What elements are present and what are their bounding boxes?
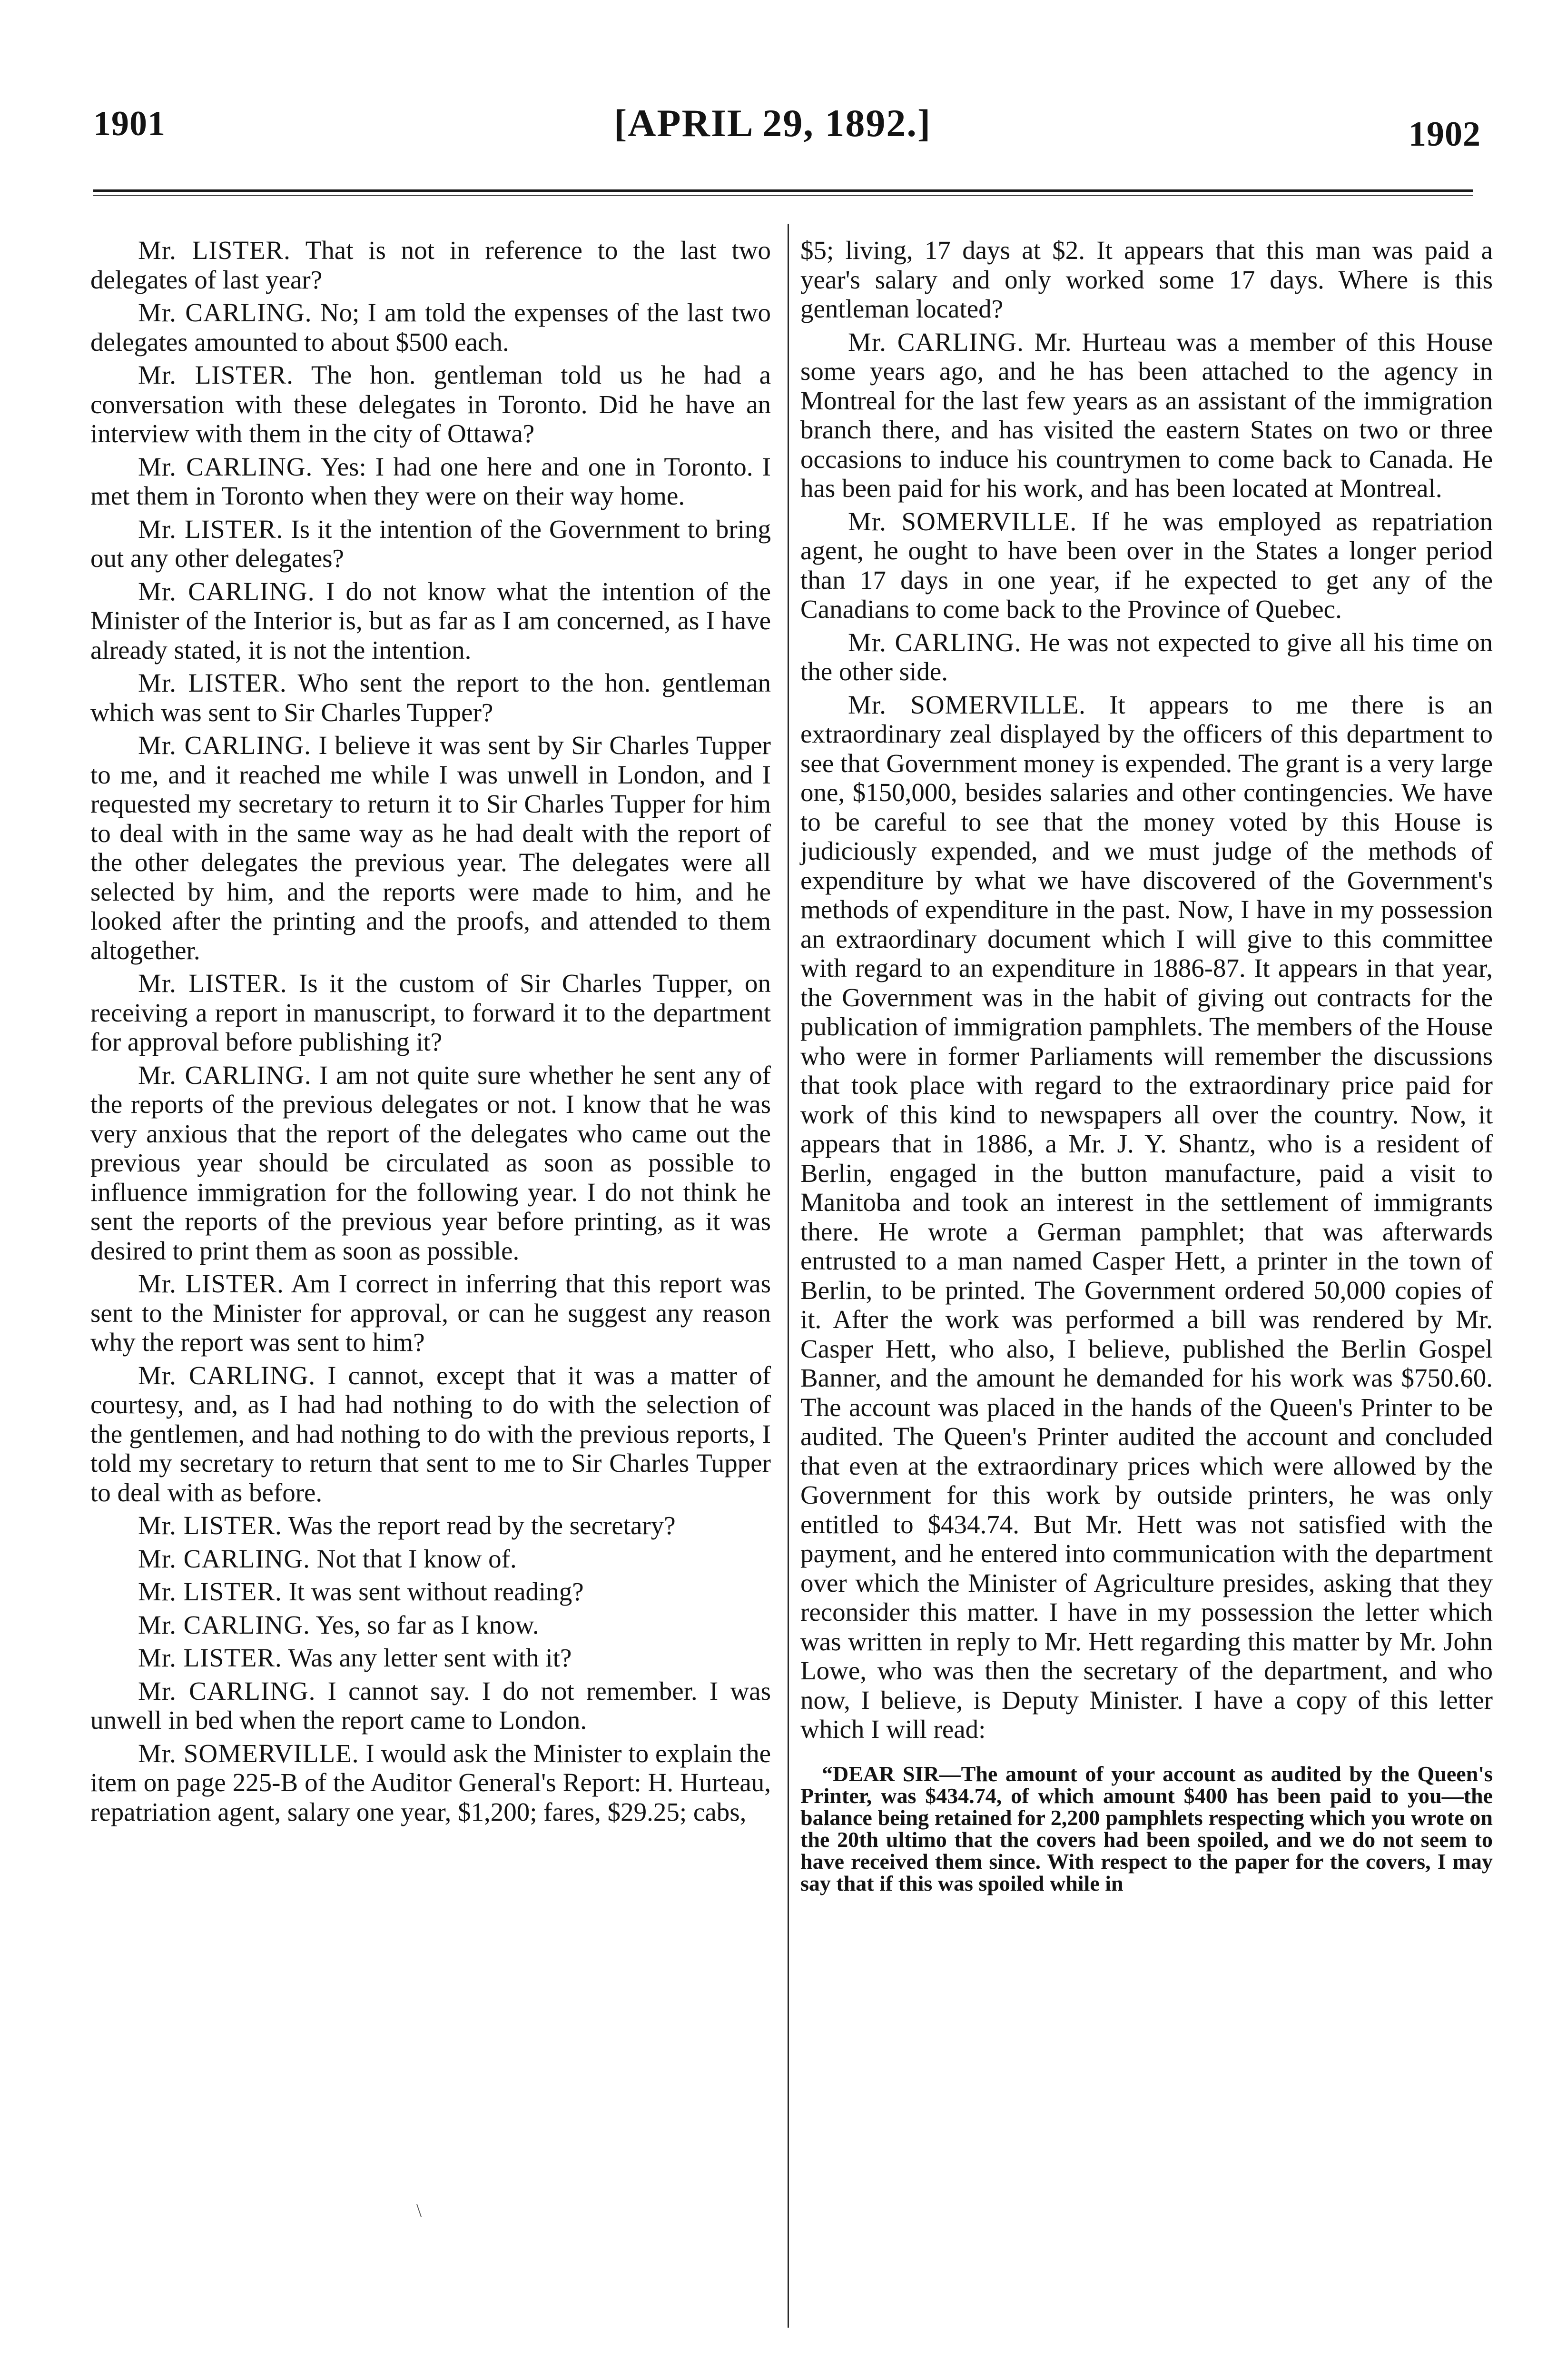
- speech-text: I cannot, except that it was a matter of courtesy, and, as I had had nothing to do with the selection of the gentlemen, and had nothing to do with the previous reports, I told my secretary to return that sent to me to Sir Charles Tupper to deal with as before.: [90, 1360, 771, 1507]
- speaker-name: Mr. LISTER.: [138, 1577, 282, 1606]
- paragraph: [90, 1269, 771, 1357]
- speech-text: Yes: I had one here and one in Toronto. I met them in Toronto when they were on their way home.: [90, 452, 771, 510]
- paragraph: [800, 507, 1493, 624]
- speaker-name: Mr. SOMERVILLE.: [848, 506, 1077, 536]
- speech-text: Not that I know of.: [316, 1544, 517, 1573]
- column-divider: [788, 224, 789, 2328]
- speech-text: It appears to me there is an extraordinary zeal displayed by the officers of this department to see that Government money is expended. The grant is a very large one, $150,000, besides salaries and other contingencies. We have to be careful to see that the money voted by this House is judiciously expended, and we must judge of the methods of expenditure by what we have discovered of the Government's methods of expenditure in the past. Now, I have in my possession an extraordinary document which I will give to this committee with regard to an expenditure in 1886-87. It appears in that year, the Government was in the habit of giving out contracts for the publication of immigration pamphlets. The members of the House who were in former Parliaments will remember the discussions that took place with regard to the extraordinary price paid for work of this kind to newspapers all over the country. Now, it appears that in 1886, a Mr. J. Y. Shantz, who is a resident of Berlin, engaged in the button manufacture, paid a visit to Manitoba and took an interest in the settlement of immigrants there. He wrote a German pamphlet; that was afterwards entrusted to a man named Casper Hett, a printer in the town of Berlin, to be printed. The Government ordered 50,000 copies of it. After the work was performed a bill was rendered by Mr. Casper Hett, who also, I believe, published the Berlin Gospel Banner, and the amount he demanded for his work was $750.60. The account was placed in the hands of the Queen's Printer to be audited. The Queen's Printer audited the account and concluded that even at the extraordinary prices which were allowed by the Government for this work by outside printers, he was only entitled to $434.74. But Mr. Hett was not satisfied with the payment, and he entered into communication with the department over which the Minister of Agriculture presides, asking that they reconsider this matter. I have in my possession the letter which was written in reply to Mr. Hett regarding this matter by Mr. John Lowe, who was then the secretary of the department, and who now, I believe, is Deputy Minister. I have a copy of this letter which I will read:: [800, 690, 1493, 1744]
- print-mark: \: [416, 2200, 422, 2221]
- speech-text: Mr. Hurteau was a member of this House some years ago, and he has been attached to the agency in Montreal for the last few years as an assistant of the immigration branch there, and has visited the eastern States on two or three occasions to induce his countrymen to come back to Canada. He has been paid for his work, and has been located at Montreal.: [800, 327, 1493, 503]
- paragraph: [800, 690, 1493, 1744]
- speaker-name: Mr. CARLING.: [138, 1060, 312, 1090]
- speaker-name: Mr. LISTER.: [138, 236, 291, 265]
- page-number-right: 1902: [1409, 115, 1481, 154]
- speech-text: Am I correct in inferring that this report was sent to the Minister for approval, or can he suggest any reason why the report was sent to him?: [90, 1269, 771, 1357]
- speech-text: I believe it was sent by Sir Charles Tupper to me, and it reached me while I was unwell in London, and I requested my secretary to return it to Sir Charles Tupper for him to deal with in the same way as he had dealt with the report of the other delegates the previous year. The delegates were all selected by him, and the reports were made to him, and he looked after the printing and the proofs, and attended to them altogether.: [90, 731, 771, 965]
- left-column: [90, 236, 771, 1830]
- speaker-name: Mr. CARLING.: [138, 298, 312, 327]
- paragraph: [800, 327, 1493, 503]
- paragraph: [90, 360, 771, 448]
- speech-text: The hon. gentleman told us he had a conversation with these delegates in Toronto. Did he have an interview with them in the city of Ottawa?: [90, 360, 771, 448]
- speech-text: I would ask the Minister to explain the item on page 225-B of the Auditor General's Report: H. Hurteau, repatriation agent, salary one year, $1,200; fares, $29.25; cabs,: [90, 1738, 771, 1826]
- page-date: [APRIL 29, 1892.]: [614, 101, 932, 145]
- speaker-name: Mr. CARLING.: [138, 452, 313, 481]
- speech-text: I do not know what the intention of the Minister of the Interior is, but as far as I am concerned, as I have already stated, it is not the intention.: [90, 576, 771, 664]
- speech-text: Was the report read by the secretary?: [288, 1511, 676, 1540]
- speaker-name: Mr. LISTER.: [138, 360, 294, 389]
- paragraph: [90, 452, 771, 511]
- paragraph: [90, 1610, 771, 1640]
- paragraph: [90, 731, 771, 965]
- speech-text: Is it the custom of Sir Charles Tupper, on receiving a report in manuscript, to forward it to the department for approval before publishing it?: [90, 969, 771, 1056]
- speaker-name: Mr. CARLING.: [138, 1360, 316, 1390]
- speaker-name: Mr. CARLING.: [138, 731, 311, 760]
- paragraph: [90, 1643, 771, 1673]
- speech-text: I am not quite sure whether he sent any of the reports of the previous delegates or not. I know that he was very anxious that the report of the delegates who came out the previous year should be circulated as soon as possible to influence immigration for the following year. I do not think he sent the reports of the previous year before printing, as it was desired to print them as soon as possible.: [90, 1060, 771, 1265]
- speaker-name: Mr. SOMERVILLE.: [138, 1738, 359, 1768]
- speaker-name: Mr. LISTER.: [138, 969, 287, 998]
- paragraph: [90, 1061, 771, 1266]
- paragraph: [90, 668, 771, 727]
- speech-text: I cannot say. I do not remember. I was unwell in bed when the report came to London.: [90, 1676, 771, 1735]
- paragraph: [90, 1544, 771, 1574]
- speaker-name: Mr. CARLING.: [138, 576, 315, 606]
- speech-text: It was sent without reading?: [288, 1577, 584, 1606]
- speech-text: He was not expected to give all his time on the other side.: [800, 627, 1493, 686]
- speech-text: If he was employed as repatriation agent, he ought to have been over in the States a longer period than 17 days in one year, if he expected to get any of the Canadians to come back to the Province of Quebec.: [800, 506, 1493, 624]
- speaker-name: Mr. CARLING.: [138, 1544, 310, 1573]
- right-column: [800, 236, 1493, 1894]
- speech-text: Who sent the report to the hon. gentleman which was sent to Sir Charles Tupper?: [90, 668, 771, 727]
- speaker-name: Mr. CARLING.: [138, 1676, 316, 1706]
- speech-text: Is it the intention of the Government to bring out any other delegates?: [90, 514, 771, 573]
- speech-text: $5; living, 17 days at $2. It appears that this man was paid a year's salary and only worked some 17 days. Where is this gentleman located?: [800, 236, 1493, 323]
- page-number-left: 1901: [93, 104, 166, 143]
- paragraph: [90, 577, 771, 665]
- speaker-name: Mr. SOMERVILLE.: [848, 690, 1086, 719]
- speech-text: Yes, so far as I know.: [315, 1610, 539, 1639]
- speaker-name: Mr. LISTER.: [138, 1511, 282, 1540]
- quoted-letter: “DEAR SIR—The amount of your account as audited by the Queen's Printer, was $434.74, of which amount $400 has been paid to you—the balance being retained for 2,200 pamphlets respecting which you wrote on the 20th ultimo that the covers had been spoiled, and we do not seem to have received them since. With respect to the paper for the covers, I may say that if this was spoiled while in: [800, 1761, 1493, 1895]
- speech-text: No; I am told the expenses of the last two delegates amounted to about $500 each.: [90, 298, 771, 357]
- paragraph: [90, 1511, 771, 1540]
- paragraph: [800, 628, 1493, 686]
- speech-text: Was any letter sent with it?: [288, 1643, 572, 1672]
- paragraph: [90, 236, 771, 294]
- speaker-name: Mr. LISTER.: [138, 668, 287, 697]
- paragraph: [90, 1577, 771, 1606]
- paragraph: [90, 1676, 771, 1735]
- header-rule: [93, 189, 1473, 192]
- header-rule-thin: [93, 195, 1473, 196]
- paragraph: [800, 236, 1493, 324]
- paragraph: [90, 969, 771, 1057]
- page-header: [0, 0, 1557, 200]
- paragraph: [90, 1739, 771, 1827]
- speech-text: That is not in reference to the last two delegates of last year?: [90, 236, 771, 294]
- paragraph: [90, 298, 771, 357]
- speaker-name: Mr. CARLING.: [848, 327, 1024, 357]
- paragraph: [90, 515, 771, 573]
- speaker-name: Mr. LISTER.: [138, 514, 284, 544]
- speaker-name: Mr. CARLING.: [848, 627, 1022, 657]
- speaker-name: Mr. LISTER.: [138, 1643, 282, 1672]
- paragraph: [90, 1361, 771, 1507]
- speaker-name: Mr. CARLING.: [138, 1610, 310, 1639]
- speaker-name: Mr. LISTER.: [138, 1269, 284, 1298]
